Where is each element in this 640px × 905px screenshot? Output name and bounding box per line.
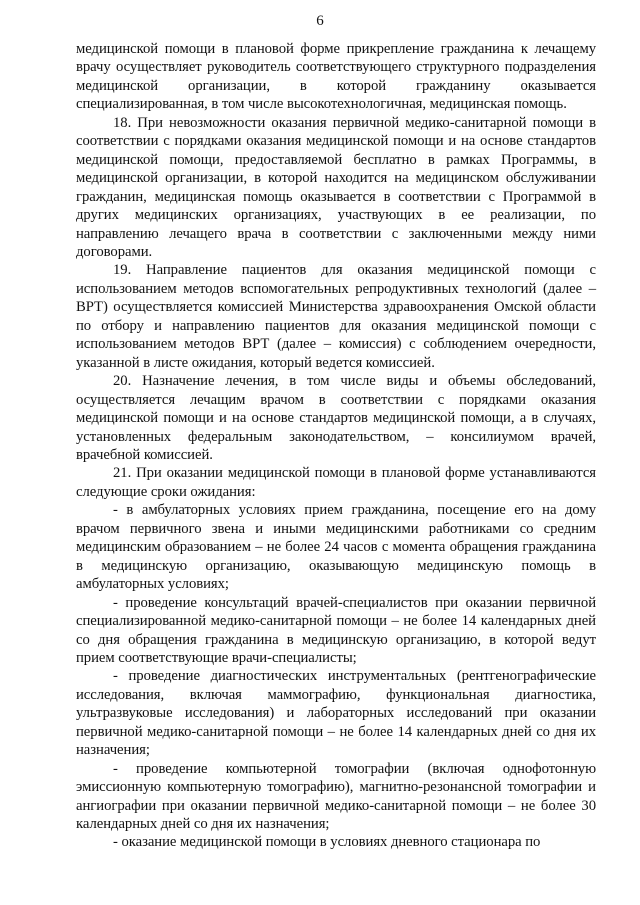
paragraph-continuation: медицинской помощи в плановой форме прикрепление гражданина к лечащему врачу осуществляет руководитель соответствующего структурного подразделения медицинской организации, в которой гражданину оказывается специализированная, в том числе высокотехнологичная, медицинская помощь.: [76, 41, 596, 113]
list-item-ambulatory-wait: - в амбулаторных условиях прием гражданина, посещение его на дому врачом первичного звена и иными медицинскими работниками со средним медицинским образованием – не более 24 часов с момента обращения гражданина в медицинскую организацию, оказывающую медицинскую помощь в амбулаторных условиях;: [76, 502, 596, 593]
paragraph-20: 20. Назначение лечения, в том числе виды и объемы обследований, осуществляется лечащим врачом в соответствии с порядками оказания медицинской помощи и на основе стандартов медицинской помощи, а в случаях, установленных федеральным законодательством, – консилиумом врачей, врачебной комиссией.: [76, 373, 596, 463]
paragraph-21: 21. При оказании медицинской помощи в плановой форме устанавливаются следующие сроки ожидания:: [76, 465, 596, 500]
list-item-tomography: - проведение компьютерной томографии (включая однофотонную эмиссионную компьютерную томографию), магнитно-резонансной томографии и ангиографии при оказании первичной медико-санитарной помощи – не более 30 календарных дней со дня их назначения;: [76, 760, 596, 833]
list-item-specialist-consult: - проведение консультаций врачей-специалистов при оказании первичной специализированной медико-санитарной помощи – не более 14 календарных дней со дня обращения гражданина в медицинскую организацию, в которой ведут прием соответствующие врачи-специалисты;: [76, 594, 596, 666]
document-body: [76, 40, 596, 852]
paragraph-18: 18. При невозможности оказания первичной медико-санитарной помощи в соответствии с порядками оказания медицинской помощи и на основе стандартов медицинской помощи, предоставляемой бесплатно в рамках Программы, в медицинской организации, в которой находится на медицинском обслуживании гражданин, медицинская помощь оказывается в соответствии с Программой в других медицинских организациях, участвующих в ее реализации, по направлению лечащего врача в соответствии с заключенными между ними договорами.: [76, 114, 596, 260]
paragraph-19: 19. Направление пациентов для оказания медицинской помощи с использованием методов вспомогательных репродуктивных технологий (далее – ВРТ) осуществляется комиссией Министерства здравоохранения Омской области по отбору и направлению пациентов для оказания медицинской помощи с использованием методов ВРТ (далее – комиссия) с соблюдением очередности, указанной в листе ожидания, который ведется комиссией.: [76, 262, 596, 371]
list-item-day-hospital: - оказание медицинской помощи в условиях дневного стационара по: [113, 834, 541, 851]
page-number: 6: [316, 13, 324, 29]
list-item-diagnostics: - проведение диагностических инструментальных (рентгенографические исследования, включая маммографию, функциональная диагностика, ультразвуковые исследования) и лабораторных исследований при оказании первичной медико-санитарной помощи – не более 14 календарных дней со дня их назначения;: [76, 668, 596, 759]
